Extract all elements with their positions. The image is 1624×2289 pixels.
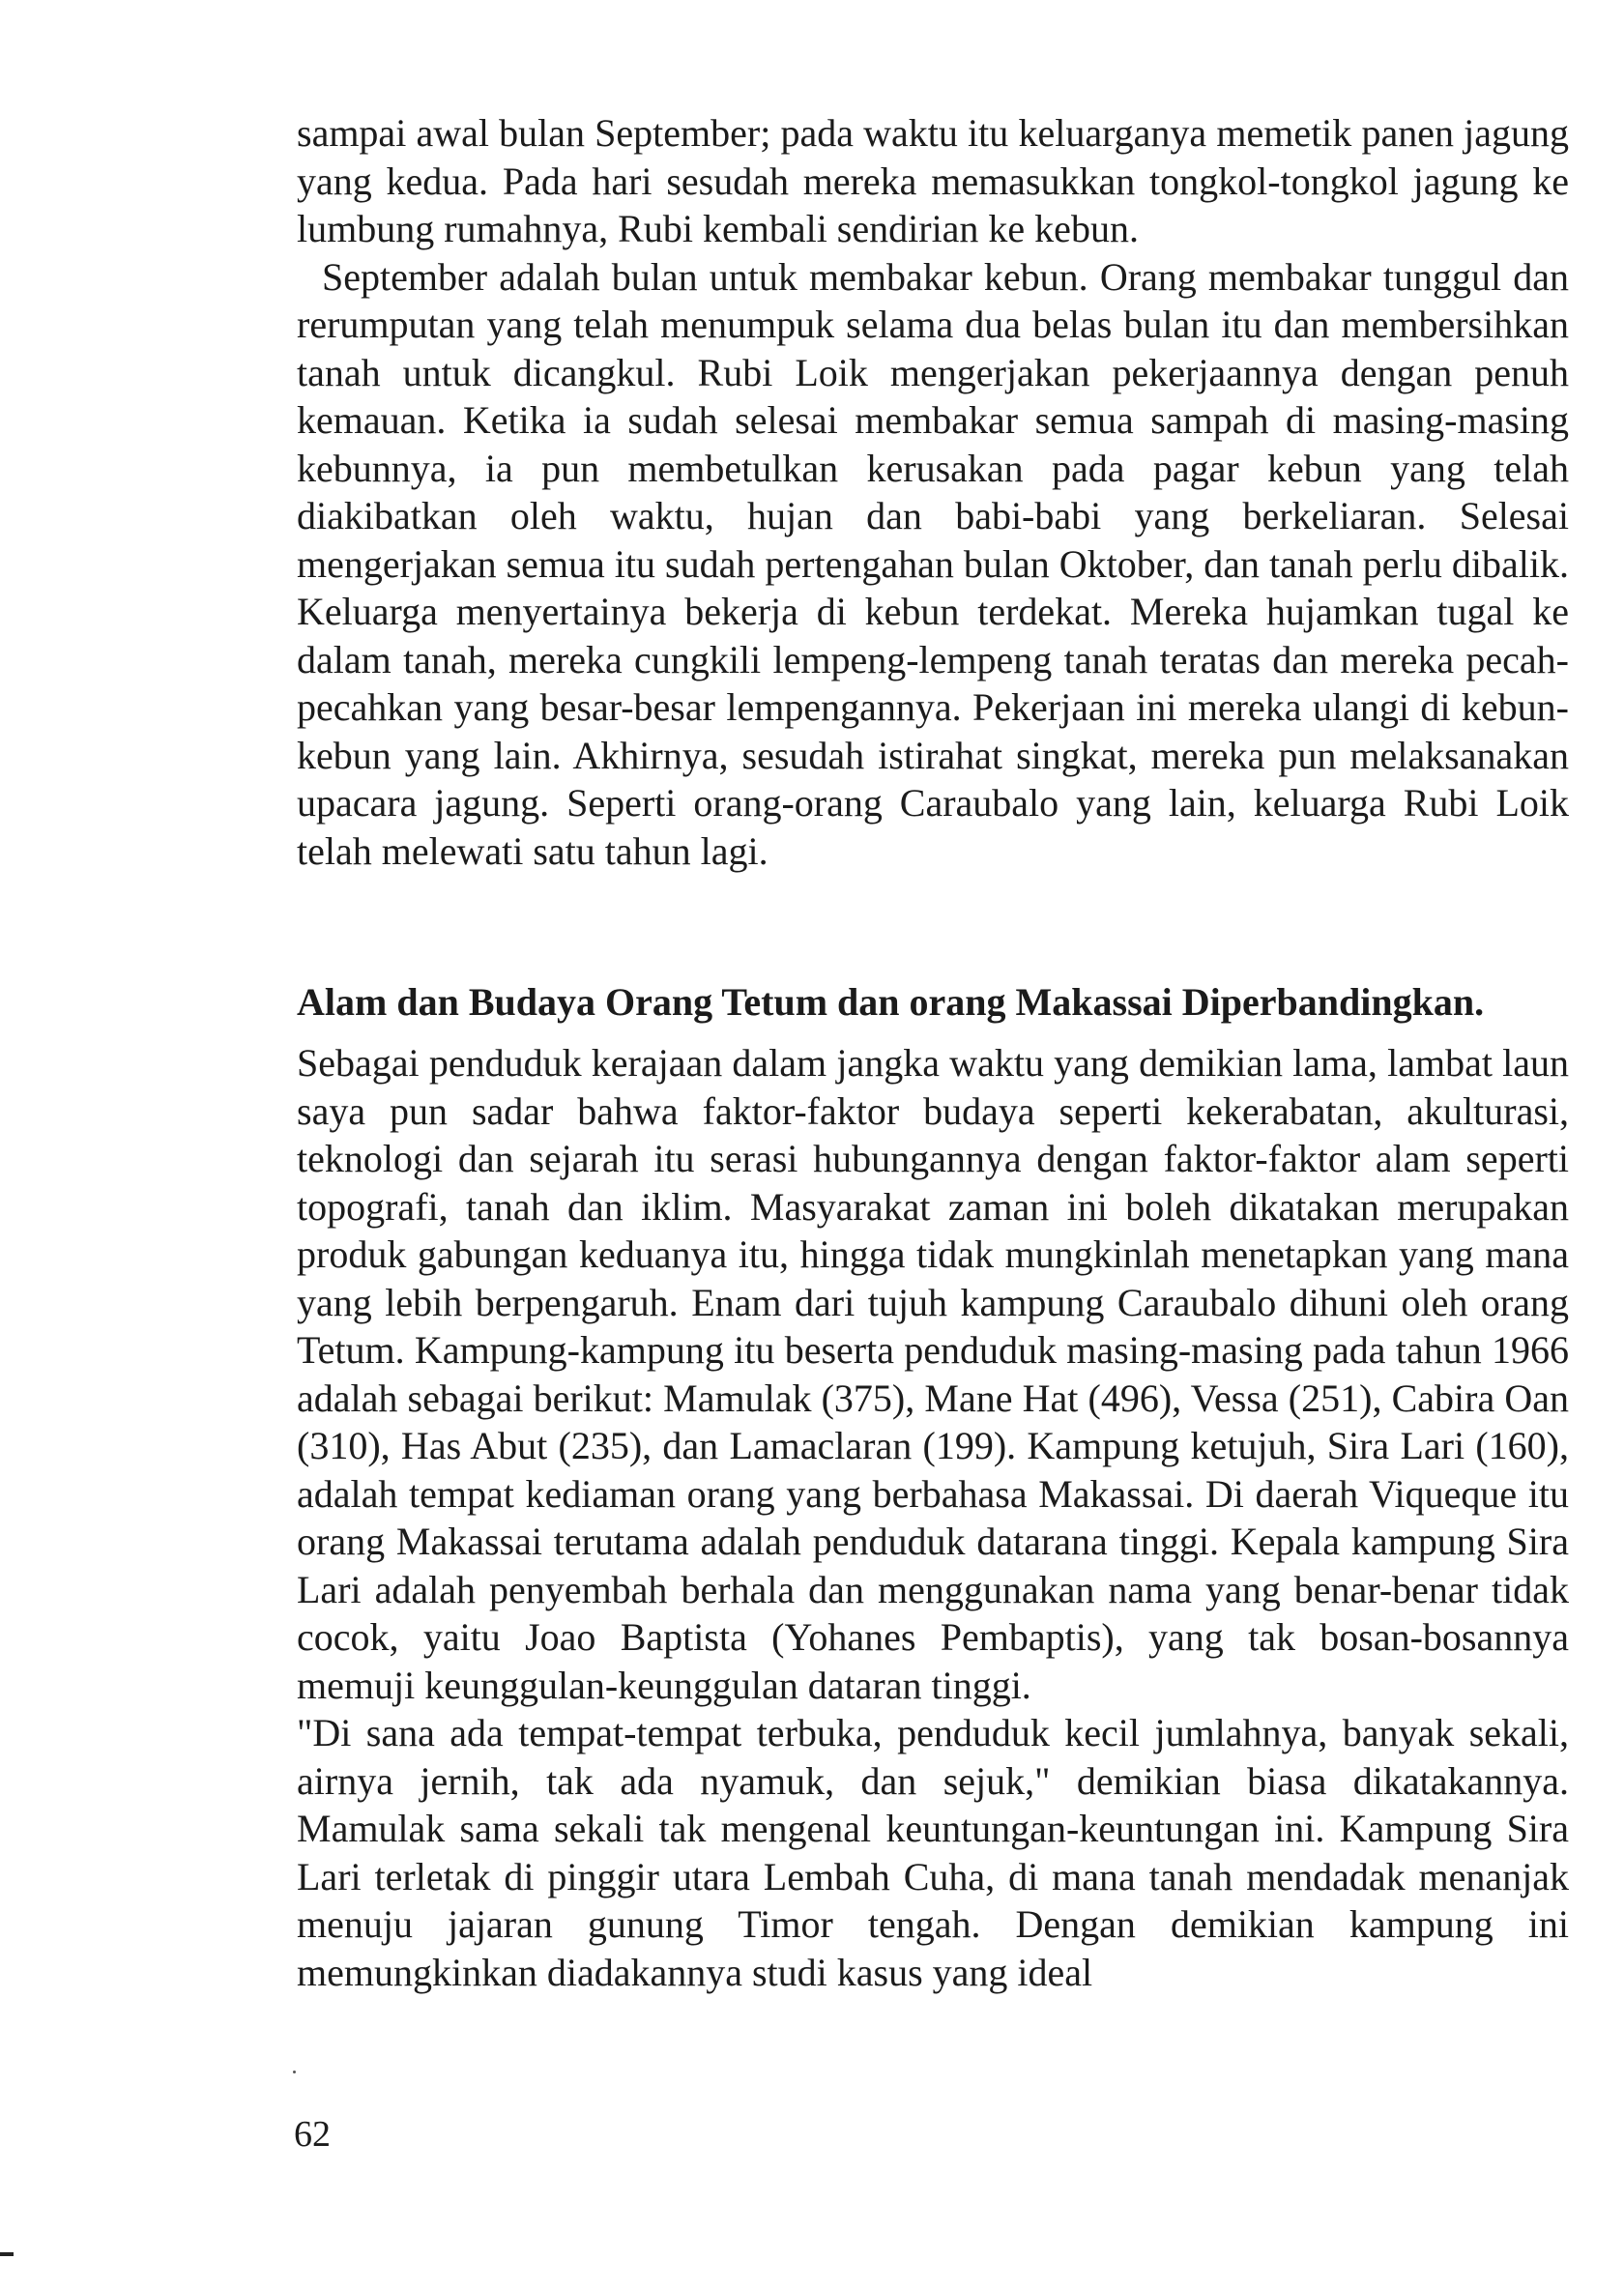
paragraph-quote: "Di sana ada tempat-tempat terbuka, penduduk kecil jumlahnya, banyak sekali, airnya jernih, tak ada nyamuk, dan sejuk," demikian biasa dikatakannya. Mamulak sama sekali tak mengenal keuntungan-keuntungan ini. Kampung Sira Lari terletak di pinggir utara Lembah Cuha, di mana tanah mendadak menanjak menuju jajaran gunung Timor tengah. Dengan demikian kampung ini memungkinkan diadakannya studi kasus yang ideal bbox=[297, 1711, 1569, 1994]
paragraph-intro: sampai awal bulan September; pada waktu itu keluarganya memetik panen jagung yang kedua. Pada hari sesudah mereka memasukkan tongkol-tongkol jagung ke lumbung rumahnya, Rubi kembali sendirian ke kebun. bbox=[297, 111, 1569, 250]
paragraph-comparison: Sebagai penduduk kerajaan dalam jangka waktu yang demikian lama, lambat laun saya pun sadar bahwa faktor-faktor budaya seperti kekerabatan, akulturasi, teknologi dan sejarah itu serasi hubungannya dengan faktor-faktor alam seperti topografi, tanah dan iklim. Masyarakat zaman ini boleh dikatakan merupakan produk gabungan keduanya itu, hingga tidak mungkinlah menetapkan yang mana yang lebih berpengaruh. Enam dari tujuh kampung Caraubalo dihuni oleh orang Tetum. Kampung-kampung itu beserta penduduk masing-masing pada tahun 1966 adalah sebagai berikut: Mamulak (375), Mane Hat (496), Vessa (251), Cabira Oan (310), Has Abut (235), dan Lamaclaran (199). Kampung ketujuh, Sira Lari (160), adalah tempat kediaman orang yang berbahasa Makassai. Di daerah Viqueque itu orang Makassai terutama adalah penduduk datarana tinggi. Kepala kampung Sira Lari adalah penyembah berhala dan menggunakan nama yang benar-benar tidak cocok, yaitu Joao Baptista (Yohanes Pembaptis), yang tak bosan-bosannya memuji keunggulan-keunggulan dataran tinggi. bbox=[297, 1041, 1569, 1707]
paragraph-september: September adalah bulan untuk membakar kebun. Orang membakar tunggul dan rerumputan yang telah menumpuk selama dua belas bulan itu dan membersihkan tanah untuk dicangkul. Rubi Loik mengerjakan pekerjaannya dengan penuh kemauan. Ketika ia sudah selesai membakar semua sampah di masing-masing kebunnya, ia pun membetulkan kerusakan pada pagar kebun yang telah diakibatkan oleh waktu, hujan dan babi-babi yang berkeliaran. Selesai mengerjakan semua itu sudah pertengahan bulan Oktober, dan tanah perlu dibalik. Keluarga menyertainya bekerja di kebun terdekat. Mereka hujamkan tugal ke dalam tanah, mereka cungkili lempeng-lempeng tanah teratas dan mereka pecah-pecahkan yang besar-besar lempengannya. Pekerjaan ini mereka ulangi di kebun-kebun yang lain. Akhirnya, sesudah istirahat singkat, mereka pun melaksanakan upacara jagung. Seperti orang-orang Caraubalo yang lain, keluarga Rubi Loik telah melewati satu tahun lagi. bbox=[297, 254, 1569, 873]
page-number: 62 bbox=[294, 2114, 331, 2155]
body-text-bottom bbox=[297, 1039, 1569, 1996]
scan-edge-mark bbox=[0, 2252, 14, 2256]
section-heading: Alam dan Budaya Orang Tetum dan orang Makassai Diperbandingkan. bbox=[297, 980, 1485, 1024]
scan-speck bbox=[293, 2071, 296, 2073]
body-text-top bbox=[297, 109, 1569, 875]
